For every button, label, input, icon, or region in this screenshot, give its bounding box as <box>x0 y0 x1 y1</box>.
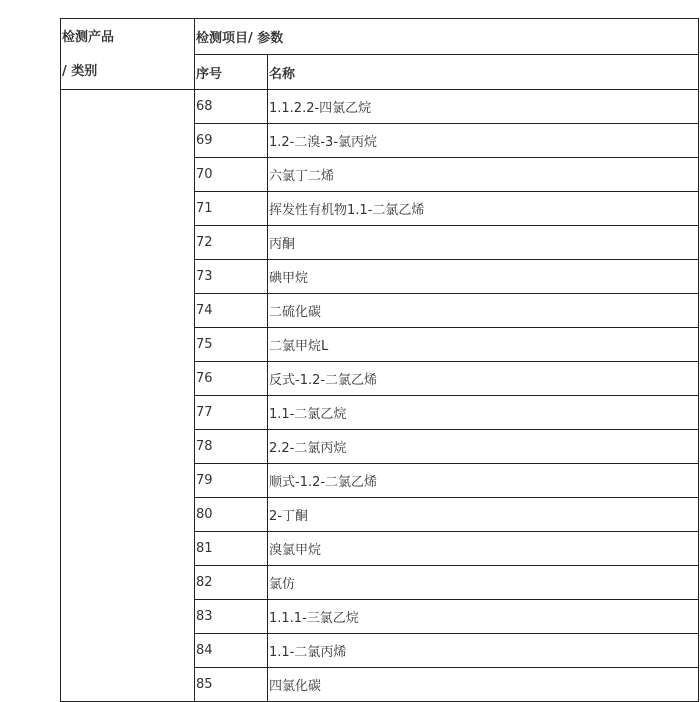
seq-cell: 84 <box>195 634 268 668</box>
seq-cell: 73 <box>195 260 268 294</box>
name-cell: 挥发性有机物1.1-二氯乙烯 <box>268 192 699 226</box>
name-cell: 2-丁酮 <box>268 498 699 532</box>
seq-cell: 76 <box>195 362 268 396</box>
product-header-line2: / 类别 <box>62 64 98 79</box>
name-column-header: 名称 <box>268 55 699 90</box>
name-cell: 碘甲烷 <box>268 260 699 294</box>
product-category-header <box>61 19 195 90</box>
seq-cell: 78 <box>195 430 268 464</box>
seq-cell: 85 <box>195 668 268 702</box>
test-parameters-table <box>60 18 699 702</box>
name-cell: 六氯丁二烯 <box>268 158 699 192</box>
name-cell: 丙酮 <box>268 226 699 260</box>
name-cell: 四氯化碳 <box>268 668 699 702</box>
name-cell: 1.2-二溴-3-氯丙烷 <box>268 124 699 158</box>
seq-cell: 70 <box>195 158 268 192</box>
seq-column-header: 序号 <box>195 55 268 90</box>
seq-cell: 68 <box>195 90 268 124</box>
name-cell: 1.1-二氯乙烷 <box>268 396 699 430</box>
product-header-line1: 检测产品 <box>62 30 115 45</box>
name-cell: 1.1-二氯丙烯 <box>268 634 699 668</box>
seq-cell: 72 <box>195 226 268 260</box>
seq-cell: 75 <box>195 328 268 362</box>
seq-cell: 80 <box>195 498 268 532</box>
test-items-header: 检测项目/ 参数 <box>195 19 699 55</box>
seq-cell: 71 <box>195 192 268 226</box>
name-cell: 2.2-二氯丙烷 <box>268 430 699 464</box>
table-row <box>61 90 699 124</box>
seq-cell: 83 <box>195 600 268 634</box>
name-cell: 二氯甲烷L <box>268 328 699 362</box>
product-category-cell <box>61 90 195 702</box>
seq-cell: 79 <box>195 464 268 498</box>
name-cell: 1.1.1-三氯乙烷 <box>268 600 699 634</box>
name-cell: 氯仿 <box>268 566 699 600</box>
name-cell: 顺式-1.2-二氯乙烯 <box>268 464 699 498</box>
seq-cell: 82 <box>195 566 268 600</box>
seq-cell: 81 <box>195 532 268 566</box>
name-cell: 溴氯甲烷 <box>268 532 699 566</box>
seq-cell: 77 <box>195 396 268 430</box>
seq-cell: 69 <box>195 124 268 158</box>
seq-cell: 74 <box>195 294 268 328</box>
name-cell: 二硫化碳 <box>268 294 699 328</box>
name-cell: 1.1.2.2-四氯乙烷 <box>268 90 699 124</box>
header-row <box>61 19 699 55</box>
name-cell: 反式-1.2-二氯乙烯 <box>268 362 699 396</box>
